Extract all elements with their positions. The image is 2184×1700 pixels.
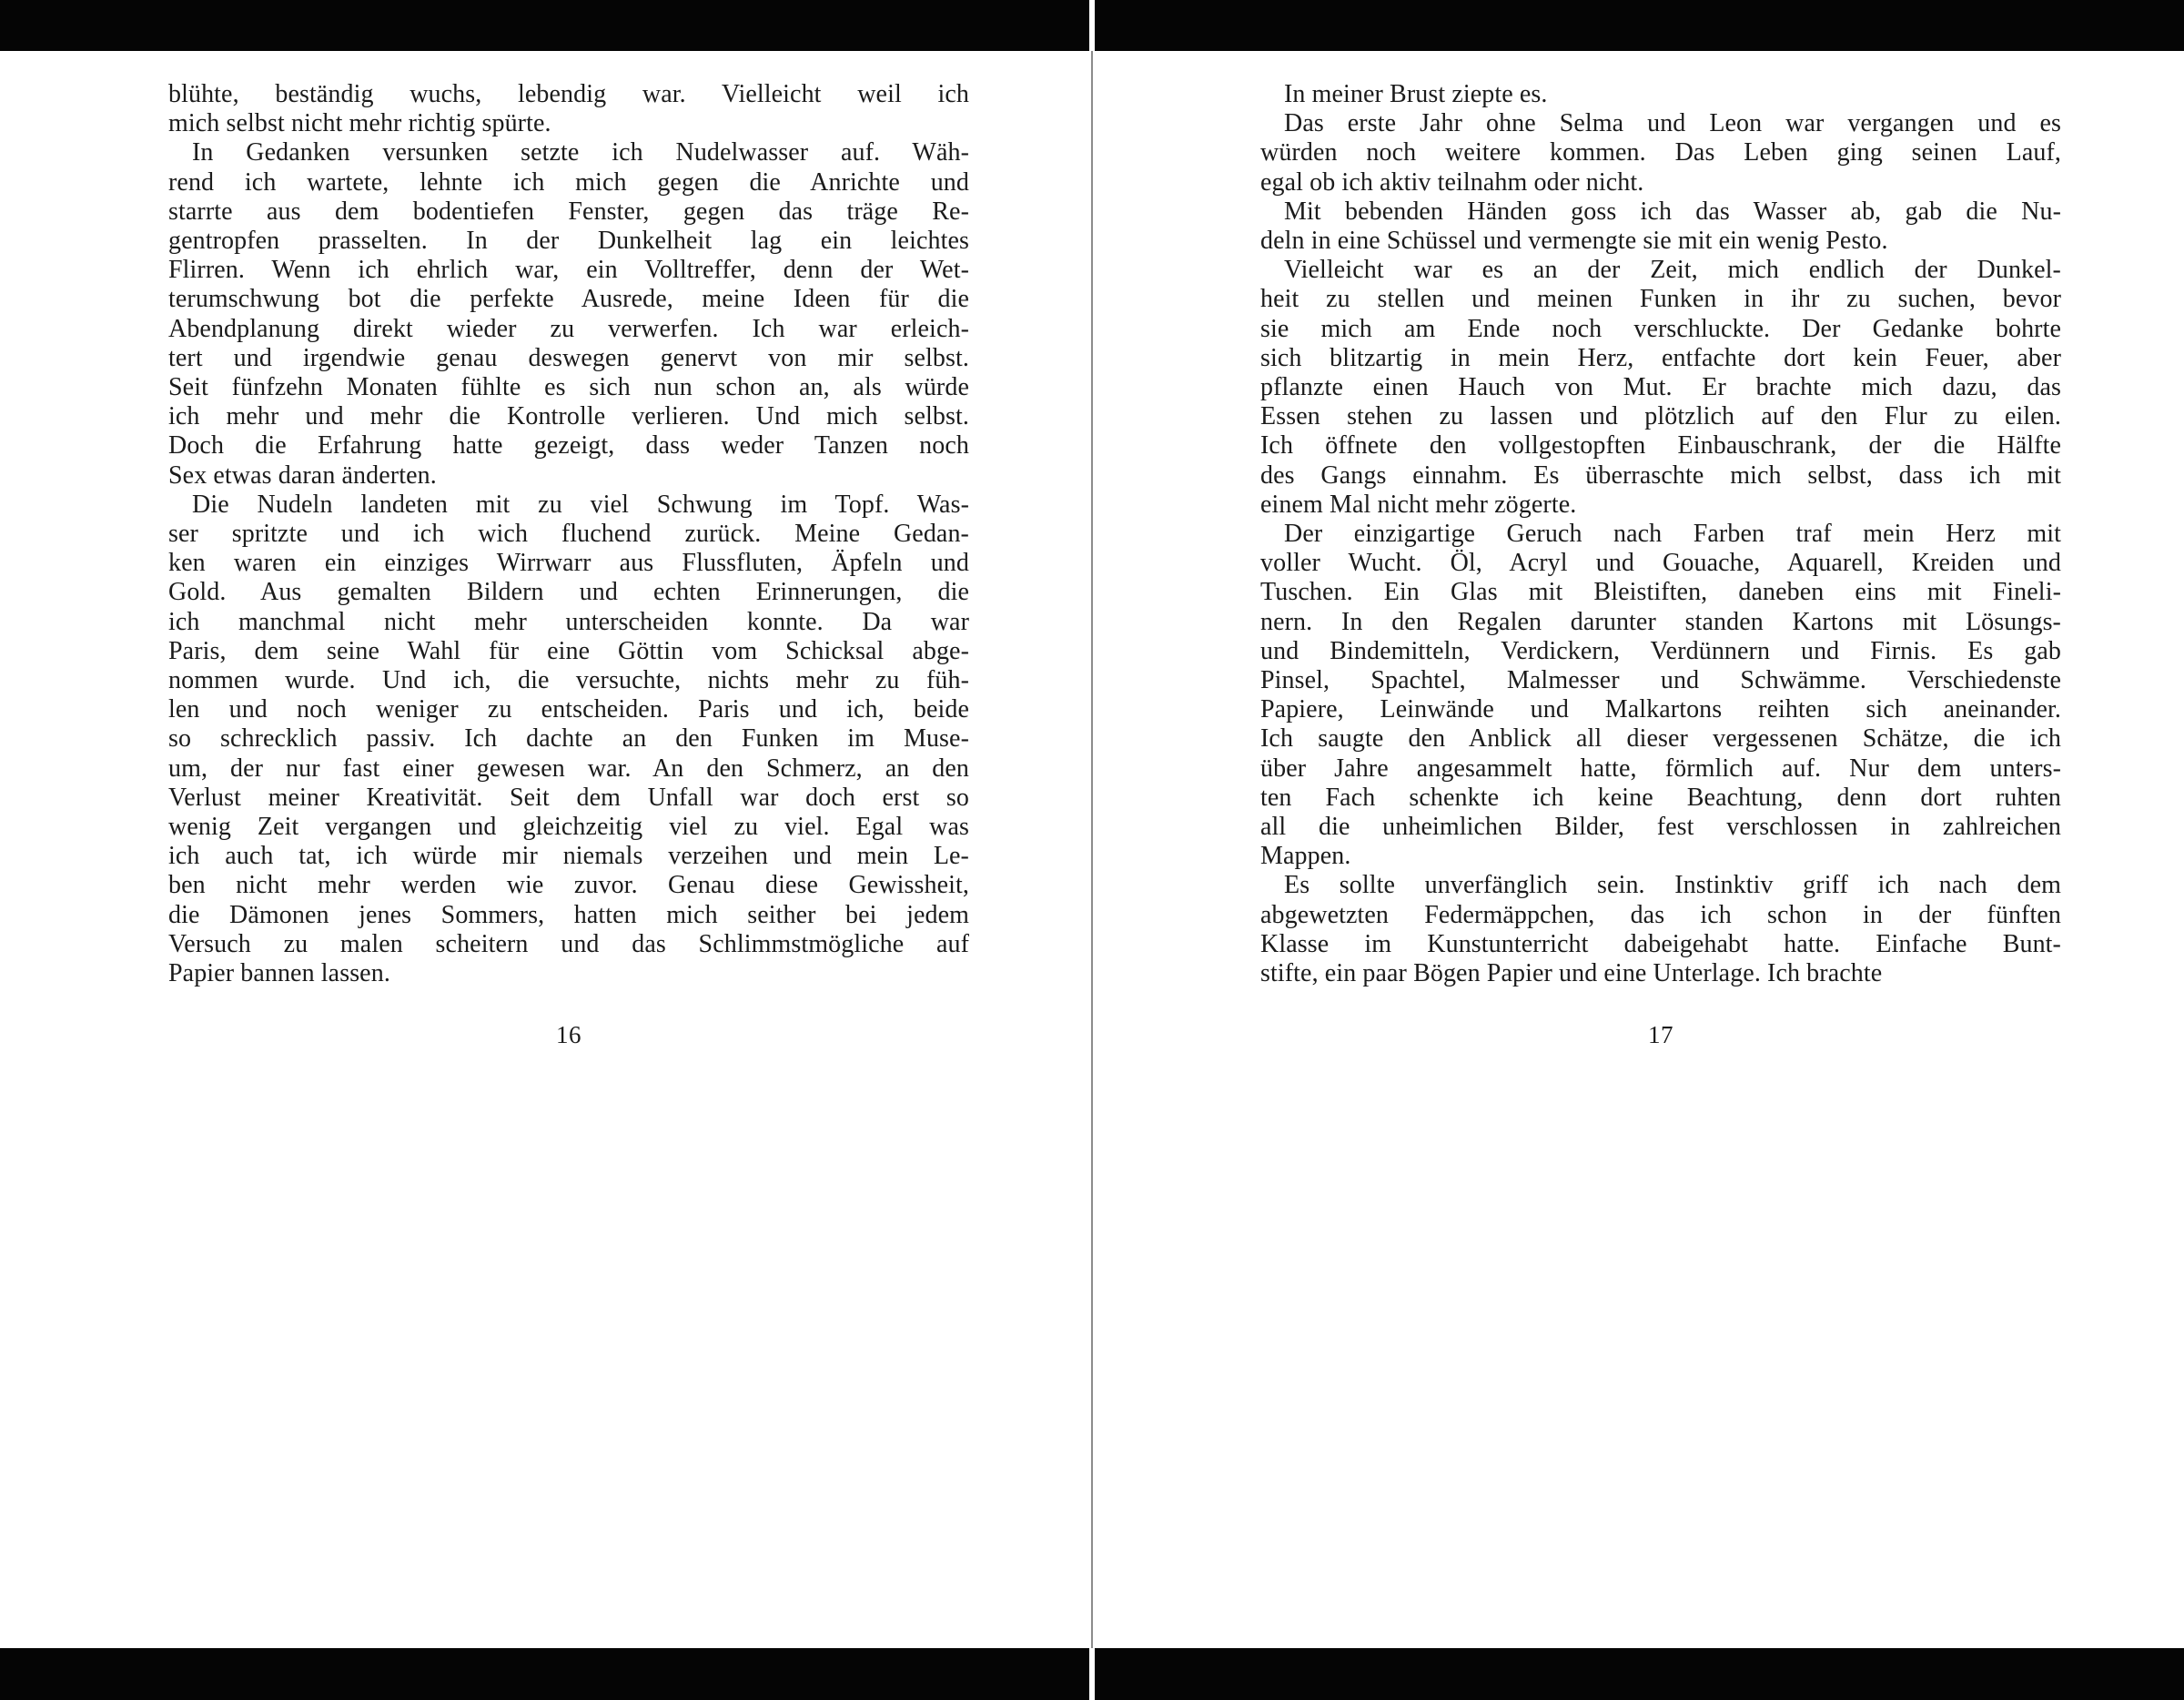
text-line: Abendplanung direkt wieder zu verwerfen. Ich war erleich- — [168, 314, 969, 343]
text-line: nommen wurde. Und ich, die versuchte, nichts mehr zu füh- — [168, 666, 969, 695]
text-line: Mit bebenden Händen goss ich das Wasser ab, gab die Nu- — [1284, 197, 2061, 226]
text-line: die Dämonen jenes Sommers, hatten mich seither bei jedem — [168, 900, 969, 929]
text-line: Seit fünfzehn Monaten fühlte es sich nun schon an, als würde — [168, 373, 969, 402]
text-line: len und noch weniger zu entscheiden. Paris und ich, beide — [168, 695, 969, 724]
text-line: Pinsel, Spachtel, Malmesser und Schwämme. Verschiedenste — [1260, 666, 2061, 695]
text-line: Verlust meiner Kreativität. Seit dem Unfall war doch erst so — [168, 783, 969, 812]
text-line: Es sollte unverfänglich sein. Instinktiv griff ich nach dem — [1284, 871, 2061, 900]
bottom-bar-right — [1095, 1648, 2184, 1700]
page-left — [0, 0, 1089, 1700]
text-line: Flirren. Wenn ich ehrlich war, ein Volltreffer, denn der Wet- — [168, 256, 969, 285]
text-line: Ich öffnete den vollgestopften Einbauschrank, der die Hälfte — [1260, 431, 2061, 460]
text-line: Papier bannen lassen. — [168, 959, 390, 988]
paragraph — [168, 491, 969, 988]
text-line: Vielleicht war es an der Zeit, mich endlich der Dunkel- — [1284, 256, 2061, 285]
text-line: um, der nur fast einer gewesen war. An den Schmerz, an den — [168, 754, 969, 783]
text-line: egal ob ich aktiv teilnahm oder nicht. — [1260, 167, 1644, 197]
text-line: Essen stehen zu lassen und plötzlich auf den Flur zu eilen. — [1260, 402, 2061, 431]
text-line: Der einzigartige Geruch nach Farben traf mein Herz mit — [1284, 520, 2061, 549]
text-line: Die Nudeln landeten mit zu viel Schwung im Topf. Was- — [192, 490, 969, 519]
text-line: In Gedanken versunken setzte ich Nudelwasser auf. Wäh- — [192, 138, 969, 167]
text-line: über Jahre angesammelt hatte, förmlich auf. Nur dem unters- — [1260, 754, 2061, 783]
page-left-text — [168, 80, 969, 988]
paragraph — [1260, 256, 2061, 520]
text-line: ken waren ein einziges Wirrwarr aus Flussfluten, Äpfeln und — [168, 549, 969, 578]
text-line: ich manchmal nicht mehr unterscheiden konnte. Da war — [168, 607, 969, 636]
text-line: ben nicht mehr werden wie zuvor. Genau diese Gewissheit, — [168, 871, 969, 900]
text-line: würden noch weitere kommen. Das Leben ging seinen Lauf, — [1260, 138, 2061, 167]
text-line: starrte aus dem bodentiefen Fenster, gegen das träge Re- — [168, 197, 969, 226]
text-line: Paris, dem seine Wahl für eine Göttin vom Schicksal abge- — [168, 636, 969, 665]
text-line: Das erste Jahr ohne Selma und Leon war vergangen und es — [1284, 109, 2061, 138]
text-line: so schrecklich passiv. Ich dachte an den Funken im Muse- — [168, 724, 969, 754]
paragraph — [1260, 80, 2061, 109]
paragraph — [1260, 871, 2061, 988]
top-bar-left — [0, 0, 1089, 51]
text-line: Ich saugte den Anblick all dieser vergessenen Schätze, die ich — [1260, 724, 2061, 754]
text-line: Mappen. — [1260, 842, 1351, 871]
text-line: pflanzte einen Hauch von Mut. Er brachte mich dazu, das — [1260, 373, 2061, 402]
text-line: deln in eine Schüssel und vermengte sie mit ein wenig Pesto. — [1260, 227, 1888, 256]
text-line: blühte, beständig wuchs, lebendig war. Vielleicht weil ich — [168, 80, 969, 108]
text-line: abgewetzten Federmäppchen, das ich schon in der fünften — [1260, 900, 2061, 929]
text-line: sie mich am Ende noch verschluckte. Der Gedanke bohrte — [1260, 314, 2061, 343]
text-line: nern. In den Regalen darunter standen Kartons mit Lösungs- — [1260, 607, 2061, 636]
text-line: Versuch zu malen scheitern und das Schlimmstmögliche auf — [168, 929, 969, 958]
text-line: terumschwung bot die perfekte Ausrede, meine Ideen für die — [168, 285, 969, 314]
paragraph — [1260, 109, 2061, 197]
page-right — [1095, 0, 2184, 1700]
text-line: all die unheimlichen Bilder, fest verschlossen in zahlreichen — [1260, 813, 2061, 842]
page-number-left: 16 — [556, 1021, 581, 1048]
paragraph — [168, 138, 969, 490]
page-number-right: 17 — [1648, 1021, 1673, 1048]
text-line: gentropfen prasselten. In der Dunkelheit lag ein leichtes — [168, 227, 969, 256]
text-line: ich auch tat, ich würde mir niemals verzeihen und mein Le- — [168, 842, 969, 871]
paragraph — [168, 80, 969, 138]
gutter-line — [1091, 51, 1093, 1648]
text-line: und Bindemitteln, Verdickern, Verdünnern und Firnis. Es gab — [1260, 636, 2061, 665]
text-line: rend ich wartete, lehnte ich mich gegen die Anrichte und — [168, 167, 969, 197]
text-line: In meiner Brust ziepte es. — [1284, 80, 1548, 108]
text-line: wenig Zeit vergangen und gleichzeitig viel zu viel. Egal was — [168, 813, 969, 842]
text-line: tert und irgendwie genau deswegen genervt von mir selbst. — [168, 343, 969, 372]
text-line: stifte, ein paar Bögen Papier und eine Unterlage. Ich brachte — [1260, 959, 1883, 988]
text-line: einem Mal nicht mehr zögerte. — [1260, 490, 1577, 519]
text-line: Tuschen. Ein Glas mit Bleistiften, daneben eins mit Fineli- — [1260, 578, 2061, 607]
text-line: Papiere, Leinwände und Malkartons reihten sich aneinander. — [1260, 695, 2061, 724]
text-line: Doch die Erfahrung hatte gezeigt, dass weder Tanzen noch — [168, 431, 969, 460]
text-line: Sex etwas daran änderten. — [168, 460, 437, 490]
text-line: Klasse im Kunstunterricht dabeigehabt hatte. Einfache Bunt- — [1260, 929, 2061, 958]
text-line: ich mehr und mehr die Kontrolle verlieren. Und mich selbst. — [168, 402, 969, 431]
text-line: Gold. Aus gemalten Bildern und echten Erinnerungen, die — [168, 578, 969, 607]
text-line: ten Fach schenkte ich keine Beachtung, denn dort ruhten — [1260, 783, 2061, 812]
top-bar-right — [1095, 0, 2184, 51]
text-line: sich blitzartig in mein Herz, entfachte dort kein Feuer, aber — [1260, 343, 2061, 372]
text-line: ser spritzte und ich wich fluchend zurück. Meine Gedan- — [168, 520, 969, 549]
text-line: heit zu stellen und meinen Funken in ihr zu suchen, bevor — [1260, 285, 2061, 314]
text-line: mich selbst nicht mehr richtig spürte. — [168, 109, 551, 138]
text-line: voller Wucht. Öl, Acryl und Gouache, Aquarell, Kreiden und — [1260, 549, 2061, 578]
paragraph — [1260, 520, 2061, 871]
paragraph — [1260, 197, 2061, 256]
text-line: des Gangs einnahm. Es überraschte mich selbst, dass ich mit — [1260, 460, 2061, 490]
page-right-text — [1260, 80, 2061, 988]
bottom-bar-left — [0, 1648, 1089, 1700]
